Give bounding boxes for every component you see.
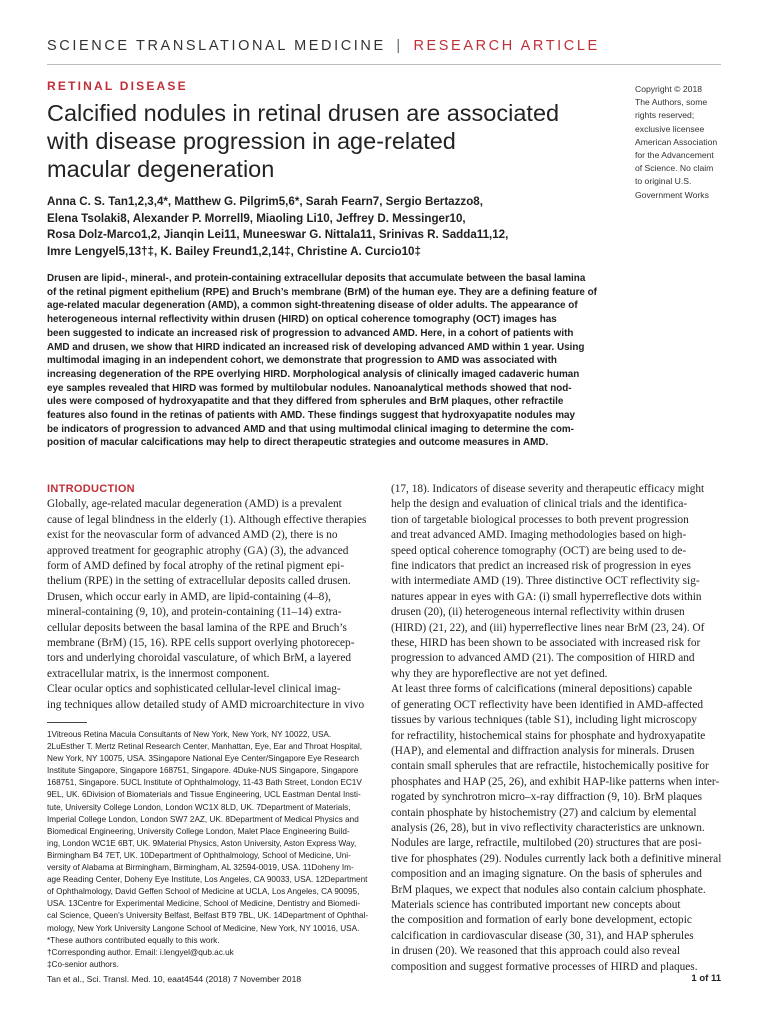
body-line: composition and an imaging signature. On the basis of spherules and bbox=[391, 868, 702, 881]
affiliation-line: age Reading Center, Doheny Eye Institute, Los Angeles, CA 90033, USA. 12Department bbox=[47, 875, 368, 885]
body-line: thelium (RPE) in the setting of extracellular deposits called drusen. bbox=[47, 575, 351, 588]
copyright-line: of Science. No claim bbox=[635, 163, 714, 174]
body-line: approved treatment for geographic atrophy (GA) (3), the advanced bbox=[47, 544, 349, 557]
left-column bbox=[47, 482, 377, 713]
title-line: Calcified nodules in retinal drusen are associated bbox=[47, 100, 560, 126]
copyright-line: American Association bbox=[635, 136, 718, 147]
footnote-divider bbox=[47, 722, 87, 723]
body-line: ing techniques allow detailed study of AMD microarchitecture in vivo bbox=[47, 698, 365, 711]
affiliations bbox=[47, 729, 382, 971]
journal-header bbox=[47, 38, 600, 54]
body-line: contain phosphate by histochemistry (27) and calcium by elemental bbox=[391, 806, 697, 819]
affiliation-line: 9EL, UK. 6Division of Biomaterials and Tissue Engineering, UCL Eastman Dental Insti- bbox=[47, 790, 361, 800]
author-list bbox=[47, 194, 508, 261]
abstract-line: AMD and drusen, we show that HIRD indicated an increased risk of developing advanced AMD within 1 year. Using bbox=[47, 341, 585, 353]
body-line: drusen (20), (ii) heterogeneous internal reflectivity within drusen bbox=[391, 606, 685, 619]
body-line: with intermediate AMD (19). Three distinctive OCT reflectivity sig- bbox=[391, 575, 700, 588]
body-line: cause of legal blindness in the elderly (1). Although effective therapies bbox=[47, 513, 367, 526]
copyright-line: Copyright © 2018 bbox=[635, 84, 703, 94]
copyright-notice bbox=[635, 83, 747, 202]
body-line: rogated by synchrotron micro–x-ray diffraction (9, 10). BrM plaques bbox=[391, 791, 703, 804]
affiliation-line: cal Science, Queen’s University Belfast, Belfast BT9 7BL, UK. 14Department of Ophthal- bbox=[47, 911, 369, 921]
body-line: Nodules are large, refractile, multilobed (20) structures that are posi- bbox=[391, 837, 702, 850]
author-line: Elena Tsolaki8, Alexander P. Morrell9, Miaoling Li10, Jeffrey D. Messinger10, bbox=[47, 211, 466, 225]
right-column bbox=[391, 482, 723, 975]
abstract bbox=[47, 272, 723, 450]
abstract-line: eye samples revealed that HIRD was formed by multilobular nodules. Nanoanalytical methods showed that nod- bbox=[47, 382, 572, 394]
title-line: with disease progression in age-related bbox=[47, 128, 456, 154]
body-line: BrM plaques, we expect that nodules also contain calcium phosphate. bbox=[391, 883, 706, 896]
body-line: in drusen (20). We reasoned that this approach could also reveal bbox=[391, 945, 681, 958]
introduction-heading: INTRODUCTION bbox=[47, 483, 135, 495]
body-line: membrane (BrM) (15, 16). RPE cells support overlying photorecep- bbox=[47, 637, 355, 650]
affiliation-line: Institute Singapore, Singapore 168751, Singapore. 4Duke-NUS Singapore, Singapore bbox=[47, 766, 359, 776]
author-line: Rosa Dolz-Marco1,2, Jianqin Lei11, Muneeswar G. Nittala11, Srinivas R. Sadda11,12, bbox=[47, 228, 509, 242]
copyright-line: for the Advancement bbox=[635, 150, 714, 161]
body-line: tion of targetable biological processes to both prevent progression bbox=[391, 513, 689, 526]
body-line: progression to advanced AMD (21). The composition of HIRD and bbox=[391, 652, 695, 665]
body-line: (HIRD) (21, 22), and (iii) hyperreflective lines near BrM (23, 24). Of bbox=[391, 621, 705, 634]
body-line: help the design and evaluation of clinical trials and the identifica- bbox=[391, 498, 688, 511]
abstract-line: features also found in the retinas of patients with AMD. These findings suggest that hydroxyapatite nodules may bbox=[47, 410, 576, 422]
body-line: natures appear in eyes with GA: (i) small hyperreflective dots within bbox=[391, 590, 702, 603]
copyright-line: rights reserved; bbox=[635, 110, 695, 121]
body-line: speed optical coherence tomography (OCT) are being used to de- bbox=[391, 544, 687, 557]
affiliation-line: tute, University College London, London WC1X 8LD, UK. 7Department of Materials, bbox=[47, 802, 351, 812]
body-line: form of AMD defined by focal atrophy of the retinal pigment epi- bbox=[47, 560, 345, 573]
body-line: At least three forms of calcifications (mineral depositions) capable bbox=[391, 683, 693, 696]
journal-name: SCIENCE TRANSLATIONAL MEDICINE bbox=[47, 38, 386, 54]
affiliation-line: of Ophthalmology, David Geffen School of Medicine at UCLA, Los Angeles, CA 90095, bbox=[47, 887, 360, 897]
abstract-line: been suggested to indicate an increased risk of progression to advanced AMD. Here, in a cohort of patients with bbox=[47, 327, 574, 339]
section-label: RETINAL DISEASE bbox=[47, 79, 188, 93]
abstract-line: ules were composed of hydroxyapatite and that they differed from spherules and BrM plaques, other refractile bbox=[47, 396, 564, 408]
body-line: of generating OCT reflectivity have been identified in AMD-affected bbox=[391, 698, 704, 711]
body-line: why they are hyporeflective are not yet defined. bbox=[391, 667, 608, 680]
affiliation-line: 2LuEsther T. Mertz Retinal Research Center, Manhattan, Eye, Ear and Throat Hospital, bbox=[47, 742, 363, 752]
body-line: composition and suggest formative processes of HIRD and plaques. bbox=[391, 960, 698, 973]
body-line: Globally, age-related macular degeneration (AMD) is a prevalent bbox=[47, 498, 342, 511]
copyright-line: The Authors, some bbox=[635, 97, 708, 108]
article-type: RESEARCH ARTICLE bbox=[413, 38, 600, 54]
body-line: and treat advanced AMD. Imaging methodologies based on high- bbox=[391, 529, 687, 542]
body-line: for refractility, histochemical stains for phosphate and hydroxyapatite bbox=[391, 729, 706, 742]
body-line: tors and underlying choroidal vasculature, of which BrM, a layered bbox=[47, 652, 351, 665]
title-line: macular degeneration bbox=[47, 156, 275, 182]
footnote-corresponding-author: †Corresponding author. Email: i.lengyel@qub.ac.uk bbox=[47, 947, 234, 957]
page-number: 1 of 11 bbox=[691, 973, 721, 984]
article-title bbox=[47, 99, 607, 183]
affiliation-line: USA. 13Centre for Experimental Medicine, School of Medicine, Dentistry and Biomedi- bbox=[47, 899, 361, 909]
abstract-line: age-related macular degeneration (AMD), a common sight-threatening disease of older adults. The appearance of bbox=[47, 300, 578, 312]
affiliation-line: versity of Alabama at Birmingham, Birmingham, AL 32594-0019, USA. 11Doheny Im- bbox=[47, 863, 354, 873]
body-line: mineral-containing (9, 10), and protein-containing (11–14) extra- bbox=[47, 606, 342, 619]
body-line: Drusen, which occur early in AMD, are lipid-containing (4–8), bbox=[47, 590, 331, 603]
header-divider bbox=[47, 64, 721, 65]
body-line: calcification in cardiovascular disease (30, 31), and HAP spherules bbox=[391, 929, 694, 942]
abstract-line: position of macular calcifications may help to direct therapeutic strategies and outcome measures in AMD. bbox=[47, 437, 549, 449]
affiliation-line: ing, London WC1E 6BT, UK. 9Material Physics, Aston University, Aston Express Way, bbox=[47, 838, 357, 848]
abstract-line: of the retinal pigment epithelium (RPE) and Bruch’s membrane (BrM) of the human eye. They are a defining feature of bbox=[47, 286, 597, 298]
abstract-line: be indicators of progression to advanced AMD and that using multimodal clinical imaging to determine the com- bbox=[47, 423, 574, 435]
abstract-line: multimodal imaging in an independent cohort, we demonstrate that progression to AMD was associated with bbox=[47, 355, 557, 367]
author-line: Anna C. S. Tan1,2,3,4*, Matthew G. Pilgrim5,6*, Sarah Fearn7, Sergio Bertazzo8, bbox=[47, 195, 483, 208]
body-line: phosphates and HAP (25, 26), and exhibit HAP-like patterns when inter- bbox=[391, 775, 720, 788]
abstract-line: Drusen are lipid-, mineral-, and protein-containing extracellular deposits that accumulate between the basal lamina bbox=[47, 273, 586, 284]
abstract-line: increasing degeneration of the RPE overlying HIRD. Morphological analysis of clinically imaged cadaveric human bbox=[47, 368, 580, 380]
header-separator: | bbox=[396, 38, 403, 54]
affiliation-line: mology, New York University Langone School of Medicine, New York, NY 10016, USA. bbox=[47, 923, 360, 933]
copyright-line: Government Works bbox=[635, 189, 709, 200]
body-line: fine indicators that predict an increased risk of progression in eyes bbox=[391, 560, 691, 573]
body-line: (17, 18). Indicators of disease severity and therapeutic efficacy might bbox=[391, 483, 705, 495]
footer-citation: Tan et al., Sci. Transl. Med. 10, eaat4544 (2018) 7 November 2018 bbox=[47, 974, 302, 984]
body-line: these, HIRD has been shown to be associated with increased risk for bbox=[391, 637, 701, 650]
body-line: tissues by various techniques (table S1), including light microscopy bbox=[391, 714, 697, 727]
copyright-line: exclusive licensee bbox=[635, 123, 705, 134]
author-line: Imre Lengyel5,13†‡, K. Bailey Freund1,2,14‡, Christine A. Curcio10‡ bbox=[47, 245, 421, 259]
body-line: Clear ocular optics and sophisticated cellular-level clinical imag- bbox=[47, 683, 341, 696]
affiliation-line: Birmingham B4 7ET, UK. 10Department of Ophthalmology, School of Medicine, Uni- bbox=[47, 850, 351, 860]
affiliation-line: New York, NY 10075, USA. 3Singapore National Eye Center/Singapore Eye Research bbox=[47, 754, 360, 764]
affiliation-line: 168751, Singapore. 5UCL Institute of Ophthalmology, 11-43 Bath Street, London EC1V bbox=[47, 778, 362, 788]
body-line: extracellular matrix, is the innermost component. bbox=[47, 667, 270, 680]
body-line: analysis (26, 28), but in vivo reflectivity characteristics are unknown. bbox=[391, 821, 705, 834]
abstract-line: heterogeneous internal reflectivity within drusen (HIRD) on optical coherence tomography (OCT) images has bbox=[47, 314, 557, 326]
body-line: cellular deposits between the basal lamina of the RPE and Bruch’s bbox=[47, 621, 347, 634]
body-line: contain small spherules that are refractile, histochemically positive for bbox=[391, 760, 709, 773]
affiliation-line: Biomedical Engineering, University College London, Malet Place Engineering Build- bbox=[47, 826, 350, 836]
copyright-line: to original U.S. bbox=[635, 176, 692, 187]
body-line: Materials science has contributed important new concepts about bbox=[391, 898, 681, 911]
body-line: tive for phosphates (29). Nodules currently lack both a definitive mineral bbox=[391, 852, 722, 865]
footnote-co-senior: ‡Co-senior authors. bbox=[47, 959, 119, 969]
body-line: the composition and formation of early bone development, ectopic bbox=[391, 914, 692, 927]
body-line: exist for the neovascular form of advanced AMD (2), there is no bbox=[47, 529, 338, 542]
affiliation-line: Imperial College London, London SW7 2AZ, UK. 8Department of Medical Physics and bbox=[47, 814, 359, 824]
affiliation-line: 1Vitreous Retina Macula Consultants of New York, New York, NY 10022, USA. bbox=[47, 730, 332, 739]
body-line: (HAP), and elemental and diffraction analysis for minerals. Drusen bbox=[391, 744, 695, 757]
footnote-equal-contribution: *These authors contributed equally to this work. bbox=[47, 935, 220, 945]
